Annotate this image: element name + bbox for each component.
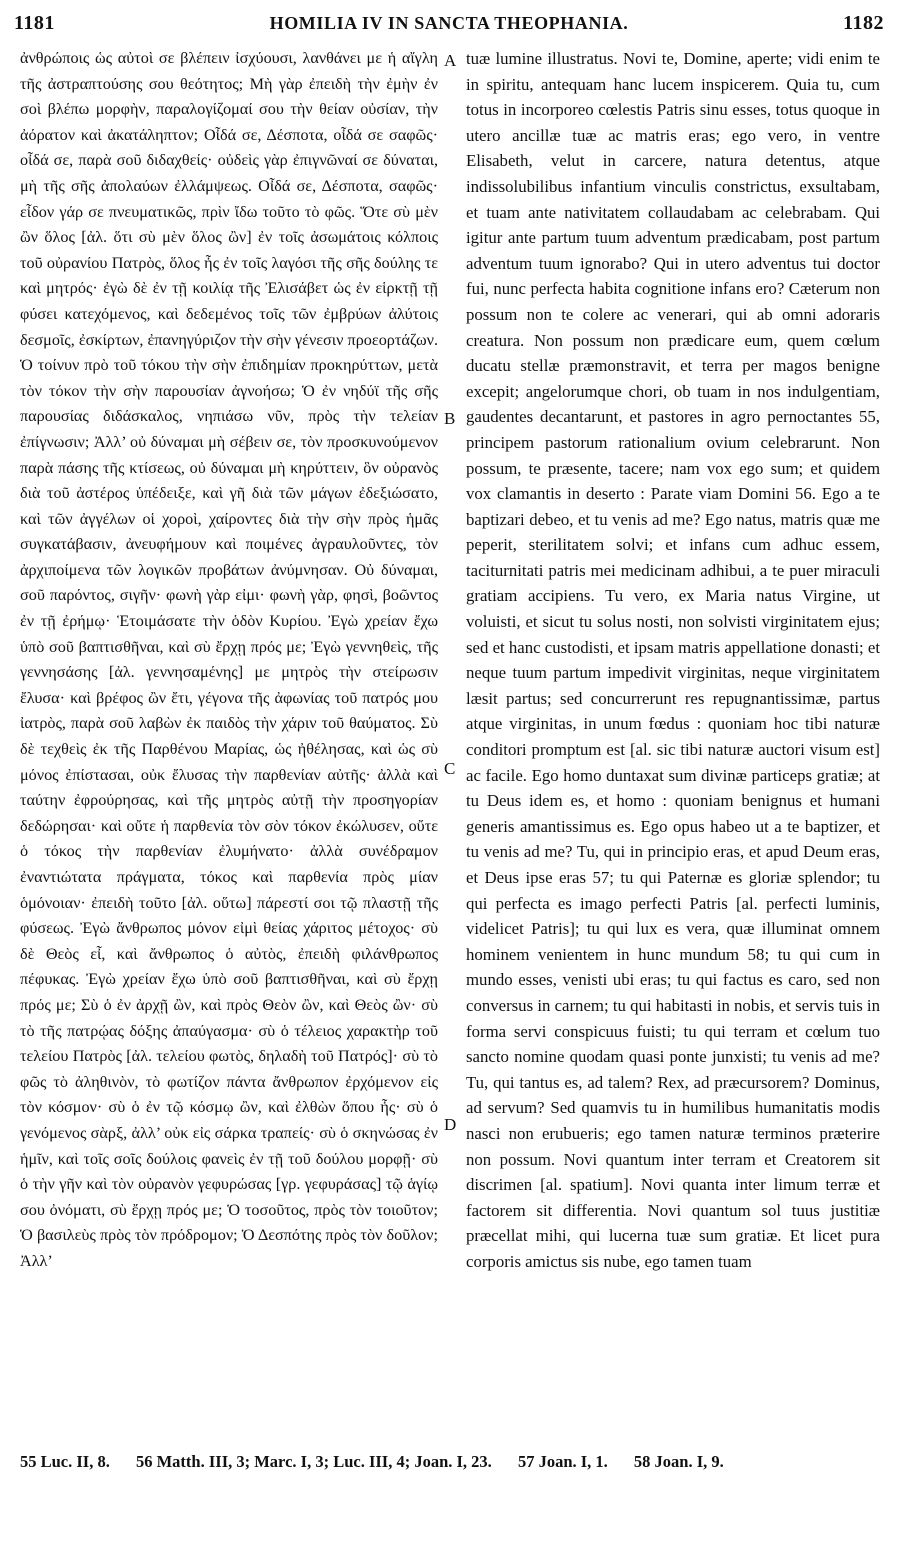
greek-text-column: [20, 46, 438, 1275]
footnote: 56 Matth. III, 3; Marc. I, 3; Luc. III, 4; Joan. I, 23.: [135, 1452, 492, 1471]
latin-paragraph: tuæ lumine illustratus. Novi te, Domine, aperte; vidi enim te in spiritu, antequam hanc lucem inspicerem. Quia tu, cum totus in incorporeo cœlestis Patris sinu esses, totus quoque in utero ancillæ tuæ ac matris eras; ego vero, in ventre Elisabeth, velut in carcere, natura detentus, atque indissolubilibus infantium vinculis constrictus, exsultabam, et tuam ante nativitatem collaudabam ac celebrabam. Qui igitur ante partum tuum adventum prædicabam, post partum adventum tuum ignorabo? Qui in utero adventus tui doctor fui, nunc perfecta habita cognitione infans ero? Cæterum non possum non te colere ac venerari, qui ab omni adoraris creatura. Non possum non prædicare eum, quem cœlum ducatu stellæ præmonstravit, et terra per magos benigne excepit; angelorumque chori, ob tuam in nos indulgentiam, gaudentes decantarunt, et pastores in agro pernoctantes 55, principem pastorum rationalium ovium celebrarunt. Non possum, te præsente, tacere; nam vox ego sum; et quidem vox clamantis in deserto : Parate viam Domini 56. Ego a te baptizari debeo, et tu venis ad me? Ego natus, matris quæ me peperit, sterilitatem solvi; et infans cum adhuc essem, taciturnitati patris mei medicinam adhibui, a te puer miraculi gratiam accipiens. Tu vero, ex Maria natus Virgine, ut voluisti, et sicut tu solus nosti, non solvisti virginitatem ejus; sed et hanc custodisti, et ipsam matris appellatione donasti; et neque tuum partum impedivit virginitas, neque virginitatem læsit partus; sed concurrerunt res repugnantissimæ, partus atque virginitas, in unum fœdus : quoniam hoc tibi naturæ conditori promptum est [al. sic tibi naturæ auctori visum est] ac facile. Ego homo duntaxat sum divinæ particeps gratiæ; at tu Deus idem es, et homo : quoniam benignus et humani generis amantissimus es. Ego opus habeo ut a te baptizer, et tu venis ad me? Tu, qui in principio eras, et apud Deum eras, et Deus ipse eras 57; tu qui Paternæ es gloriæ splendor; tu qui perfecta es imago perfecti Patris [al. perfecti luminis, videlicet Patris]; tu qui lux es vera, quæ illuminat omnem hominem venientem in hunc mundum 58; tu qui cum in mundo esses, venisti ubi eras; tu qui factus es caro, sed non conversus in carnem; tu qui habitasti in nobis, et servis tuis in forma servi conspicuus fuisti; tu qui terram et cœlum tuo sancto nomine quodam quasi ponte junxisti; tu venis ad me? Tu, qui tantus es, ad talem? Rex, ad præcursorem? Dominus, ad servum? Sed quamvis tu in humilibus humanitatis modis nasci non erubueris; ego tamen naturæ terminos præterire non possum. Novi quantum inter terram et Creatorem sit discrimen [al. spatium]. Novi quanta inter limum terræ et factorem sit differentia. Novi quantum sol tuus justitiæ præcellat mihi, qui lucerna tuæ sum gratiæ. Et licet pura corporis amictus sis nube, ego tamen tuam: [466, 49, 880, 1271]
footnotes: [20, 1450, 878, 1474]
page-number-right: 1182: [843, 12, 884, 34]
greek-paragraph: ἀνθρώποις ὡς αὐτοὶ σε βλέπειν ἰσχύουσι, λανθάνει με ἡ αἴγλη τῆς ἀστραπτούσης σου θεότητος; Μὴ γὰρ ἐπειδὴ τὴν ἐμὴν ἐν σοὶ βλέπω μορφὴν, παραλογίζομαί σου τὴν θείαν οὐσίαν, τὴν ἀόρατον καὶ ἀκατάληπτον; Οἶδά σε, Δέσποτα, οἶδά σε σαφῶς· οἶδά σε, παρὰ σοῦ διδαχθείς· οὐδεὶς γὰρ ἐπιγνῶναί σε δύναται, μὴ τῆς σῆς ἀπολαύων ἐλλάμψεως. Οἶδά σε, Δέσποτα, σαφῶς· εἶδον γάρ σε πνευματικῶς, πρὶν ἴδω τοῦτο τὸ φῶς. Ὅτε σὺ μὲν ὢν ὅλος [ἀλ. ὅτι σὺ μὲν ὅλος ὢν] ἐν τοῖς ἀσωμάτοις κόλποις τοῦ οὐρανίου Πατρὸς, ὅλος ἦς ἐν τοῖς λαγόσι τῆς σῆς δούλης τε καὶ μητρός· ἐγὼ δὲ ἐν τῇ κοιλίᾳ τῆς Ἐλισάβετ ὡς ἐν εἱρκτῇ τῇ φύσει κατεχόμενος, καὶ δεδεμένος τοῖς τῶν ἐμβρύων ἀλύτοις δεσμοῖς, ἐσκίρτων, ἐπανηγύριζον τὴν σὴν γένεσιν προεορτάζων. Ὁ τοίνυν πρὸ τοῦ τόκου τὴν σὴν ἐπιδημίαν προκηρύττων, μετὰ τὸν τόκον τὴν σὴν παρουσίαν ἀγνοήσω; Ὁ ἐν νηδύϊ τῆς σῆς παρουσίας διδάσκαλος, νηπιάσω νῦν, πρὸς τὴν τελείαν ἐπίγνωσιν; Ἀλλ’ οὐ δύναμαι μὴ σέβειν σε, τὸν προσκυνούμενον παρὰ πάσης τῆς κτίσεως, οὐ δύναμαι μὴ κηρύττειν, ὃν οὐρανὸς διὰ τοῦ ἀστέρος ὑπέδειξε, καὶ γῆ διὰ τῶν μάγων ἐδεξιώσατο, καὶ τῶν ἀγγέλων οἱ χοροὶ, χαίροντες διὰ τὴν σὴν πρὸς ἡμᾶς συγκατάβασιν, ἀνευφήμουν καὶ ποιμένες ἀγραυλοῦντες, τὸν ἀρχιποίμενα τῶν λογικῶν προβάτων ἀνύμνησαν. Οὐ δύναμαι, σοῦ παρόντος, σιγῆν· φωνὴ γὰρ εἰμι· φωνὴ γὰρ, φησὶ, βοῶντος ἐν τῇ ἐρήμῳ· Ἑτοιμάσατε τὴν ὁδὸν Κυρίου. Ἐγὼ χρείαν ἔχω ὑπὸ σοῦ βαπτισθῆναι, καὶ σὺ ἔρχῃ πρός με; Ἐγὼ γεννηθεὶς, τῆς γεννησάσης [ἀλ. γεννησαμένης] με μητρὸς τὴν στείρωσιν ἔλυσα· καὶ βρέφος ὢν ἔτι, γέγονα τῆς ἀφωνίας τοῦ πατρός μου ἰατρὸς, παρὰ σοῦ λαβὼν ἐκ παιδὸς τὴν χάριν τοῦ θαύματος. Σὺ δὲ τεχθεὶς ἐκ τῆς Παρθένου Μαρίας, ὡς ἠθέλησας, καὶ ὡς σὺ μόνος ἐπίστασαι, οὐκ ἔλυσας τὴν παρθενίαν αὐτῆς· ἀλλὰ καὶ ταύτην ἐφρούρησας, καὶ τῆς μητρὸς αὐτῇ τὴν προσηγορίαν δεδώρησαι· καὶ οὔτε ἡ παρθενία τὸν σὸν τόκον ἐκώλυσεν, οὔτε ὁ τόκος τὴν παρθενίαν ἐλυμήνατο· ἀλλὰ συνέδραμον ἐναντιώτατα πράγματα, τόκος καὶ παρθενία πρὸς μίαν ὁμόνοιαν· ἐπειδὴ τοῦτο [ἀλ. οὕτω] πάρεστί σοι τῷ πλαστῇ τῆς φύσεως. Ἐγὼ ἄνθρωπος μόνον εἰμὶ θείας χάριτος μέτοχος· σὺ δὲ Θεὸς εἶ, καὶ ἄνθρωπος ὁ αὐτὸς, ἐπειδὴ φιλάνθρωπος πέφυκας. Ἐγὼ χρείαν ἔχω ὑπὸ σοῦ βαπτισθῆναι, καὶ σὺ ἔρχῃ πρός με; Σὺ ὁ ἐν ἀρχῇ ὢν, καὶ πρὸς Θεὸν ὢν, καὶ Θεὸς ὢν· σὺ τὸ τῆς πατρῴας δόξης ἀπαύγασμα· σὺ ὁ τέλειος χαρακτὴρ τοῦ τελείου Πατρὸς [ἀλ. τελείου φωτὸς, δηλαδὴ τοῦ Πατρός]· σὺ τὸ φῶς τὸ ἀληθινὸν, τὸ φωτίζον πάντα ἄνθρωπον ἐρχόμενον εἰς τὸν κόσμον· σὺ ὁ ἐν τῷ κόσμῳ ὢν, καὶ ἐλθὼν ὅπου ἦς· σὺ ὁ γενόμενος σὰρξ, ἀλλ’ οὐκ εἰς σάρκα τραπείς· σὺ ὁ σκηνώσας ἐν ἡμῖν, καὶ τοῖς σοῖς δούλοις φανεὶς ἐν τῇ τοῦ δούλου μορφῇ· σὺ ὁ τὴν γῆν καὶ τὸν οὐρανὸν γεφυρώσας [γρ. γεφυράσας] τῷ ἁγίῳ σου ὀνόματι, σὺ ἔρχῃ πρός με; Ὁ τοσοῦτος, πρὸς τὸν τοιοῦτον; Ὁ βασιλεὺς πρὸς τὸν πρόδρομον; Ὁ Δεσπότης πρὸς τὸν δοῦλον; Ἀλλ’: [20, 49, 438, 1270]
page-number-left: 1181: [14, 12, 55, 34]
footnote: 57 Joan. I, 1.: [517, 1452, 608, 1471]
section-mark-a: A: [444, 51, 457, 70]
section-mark-b: B: [444, 409, 456, 428]
section-mark-d: D: [444, 1115, 457, 1134]
footnote: 55 Luc. II, 8.: [20, 1452, 110, 1471]
running-header: [14, 12, 884, 38]
footnote: 58 Joan. I, 9.: [633, 1452, 724, 1471]
section-mark-c: C: [444, 759, 456, 778]
latin-text-column: [466, 46, 880, 1275]
running-title: HOMILIA IV IN SANCTA THEOPHANIA.: [269, 13, 629, 33]
section-margin-letters: [438, 46, 466, 1446]
